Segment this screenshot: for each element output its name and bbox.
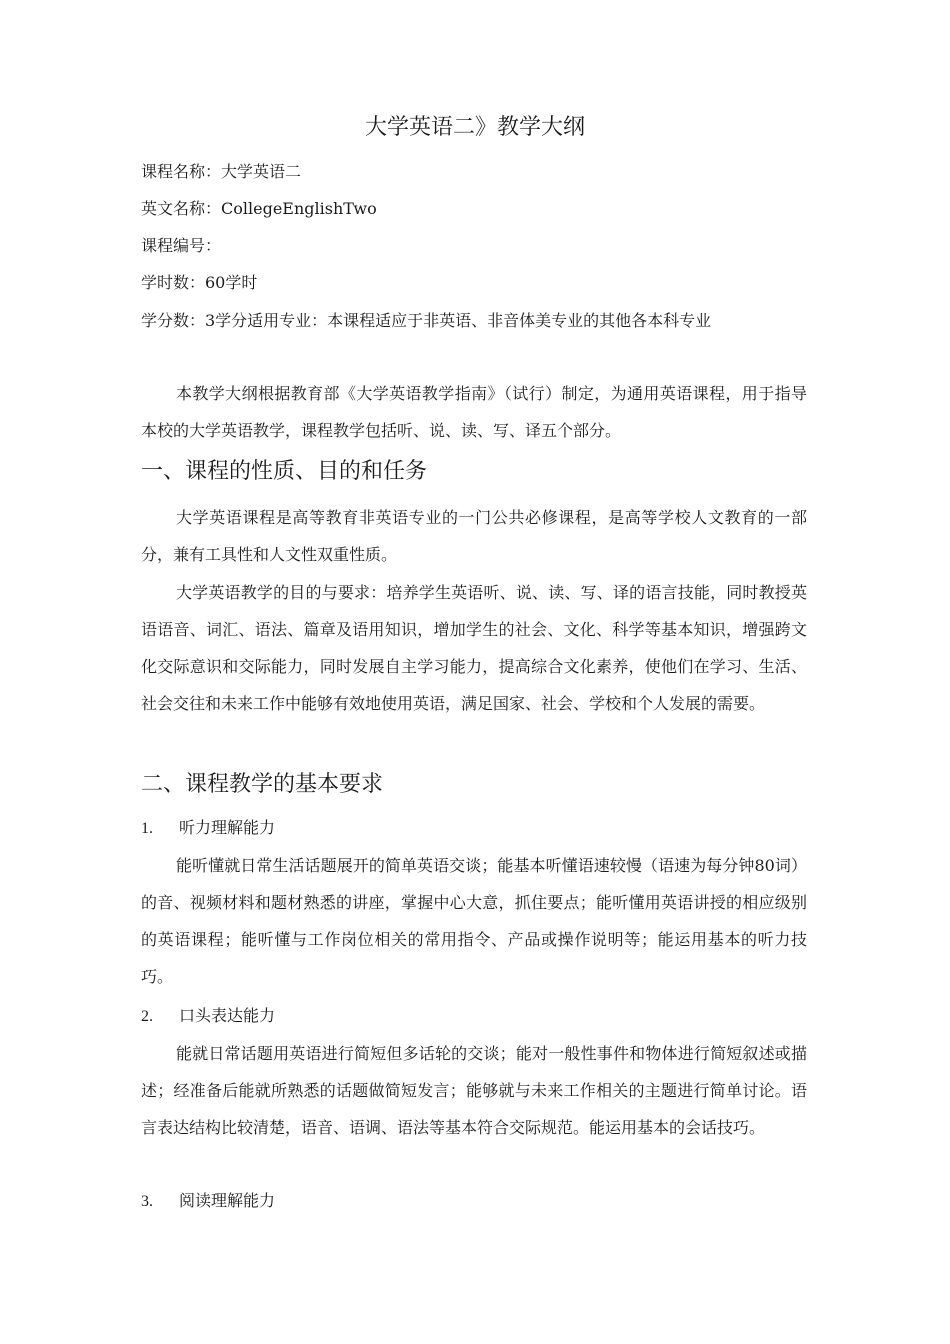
- requirement-item-3: [141, 1189, 275, 1214]
- requirement-text-1: 能听懂就日常生活话题展开的简单英语交谈；能基本听懂语速较慢（语速为每分钟80词）的音、视频材料和题材熟悉的讲座，掌握中心大意，抓住要点；能听懂用英语讲授的相应级别的英语课程；能听懂与工作岗位相关的常用指令、产品或操作说明等；能运用基本的听力技巧。: [141, 856, 807, 986]
- credits-line: 学分数：3学分适用专业：本课程适应于非英语、非音体美专业的其他各本科专业: [141, 311, 712, 330]
- requirement-item-1: [141, 816, 275, 841]
- document-title: 大学英语二》教学大纲: [364, 115, 585, 140]
- item-label: 口头表达能力: [179, 1006, 276, 1025]
- intro-paragraph: 本教学大纲根据教育部《大学英语教学指南》（试行）制定，为通用英语课程，用于指导本校的大学英语教学，课程教学包括听、说、读、写、译五个部分。: [141, 384, 807, 440]
- requirement-item-2: [141, 1004, 275, 1029]
- item-label: 阅读理解能力: [179, 1191, 276, 1210]
- item-number: 2.: [141, 1008, 153, 1025]
- section1-paragraph-1: 大学英语课程是高等教育非英语专业的一门公共必修课程，是高等学校人文教育的一部分，兼有工具性和人文性双重性质。: [141, 508, 807, 564]
- hours-line: 学时数：60学时: [141, 273, 258, 292]
- item-label: 听力理解能力: [179, 818, 276, 837]
- section-heading-2: 二、课程教学的基本要求: [141, 772, 384, 797]
- course-name-line: 课程名称：大学英语二: [141, 162, 302, 181]
- item-number: 1.: [141, 820, 153, 837]
- requirement-text-2: 能就日常话题用英语进行简短但多话轮的交谈；能对一般性事件和物体进行简短叙述或描述；经准备后能就所熟悉的话题做简短发言；能够就与未来工作相关的主题进行简单讨论。语言表达结构比较清楚，语音、语调、语法等基本符合交际规范。能运用基本的会话技巧。: [141, 1044, 807, 1137]
- item-number: 3.: [141, 1193, 153, 1210]
- english-name-line: 英文名称：CollegeEnglishTwo: [141, 199, 377, 218]
- section1-paragraph-2: 大学英语教学的目的与要求：培养学生英语听、说、读、写、译的语言技能，同时教授英语语音、词汇、语法、篇章及语用知识，增加学生的社会、文化、科学等基本知识，增强跨文化交际意识和交际能力，同时发展自主学习能力，提高综合文化素养，使他们在学习、生活、社会交往和未来工作中能够有效地使用英语，满足国家、社会、学校和个人发展的需要。: [141, 583, 807, 713]
- section-heading-1: 一、课程的性质、目的和任务: [141, 459, 428, 484]
- course-code-line: 课程编号：: [141, 236, 222, 255]
